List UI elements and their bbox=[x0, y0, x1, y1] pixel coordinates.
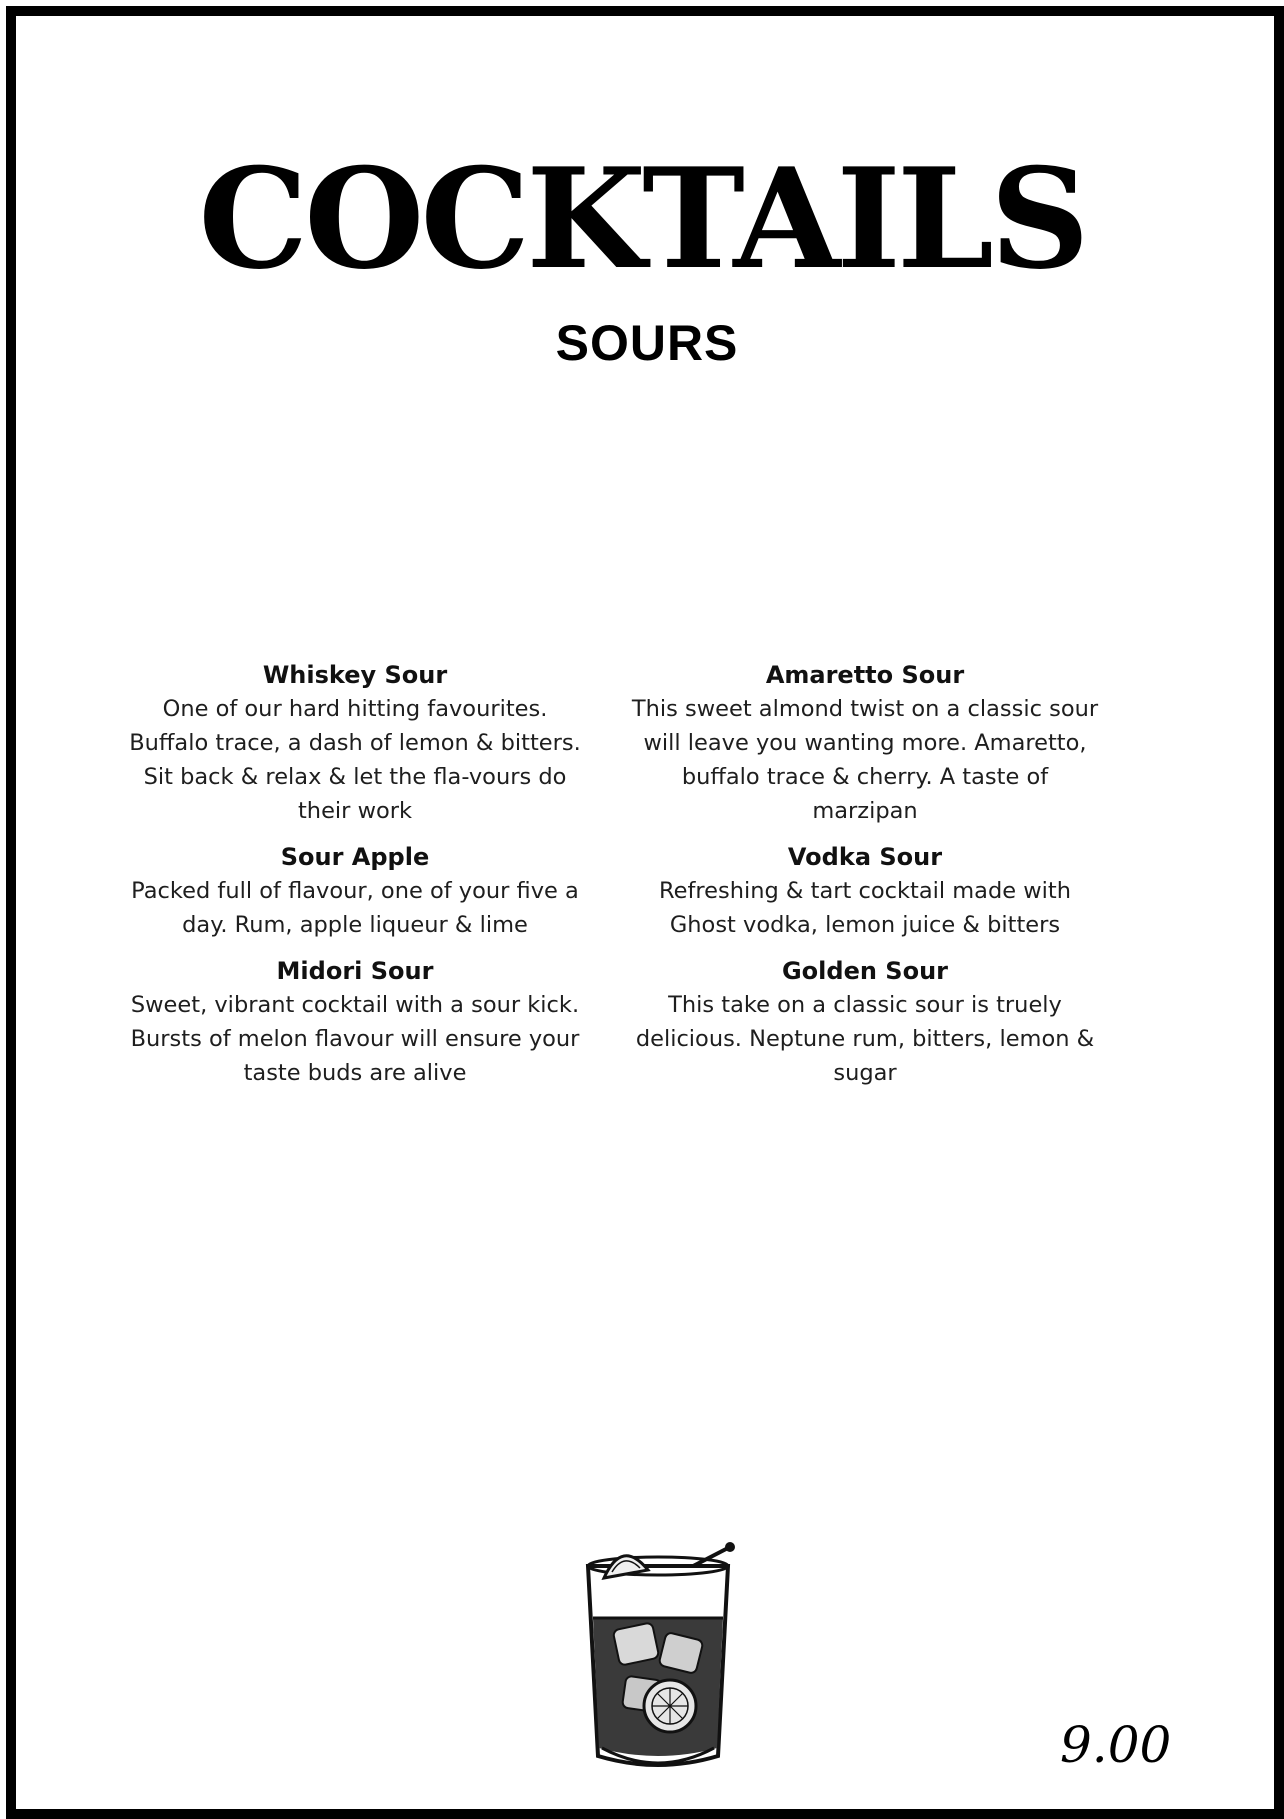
drink-description: This sweet almond twist on a classic sour will leave you wanting more. Amaretto, buffalo trace & cherry. A taste of marzipan bbox=[631, 696, 1099, 824]
drink-item-amaretto-sour bbox=[630, 658, 1100, 828]
cocktail-glass-icon bbox=[552, 1538, 764, 1778]
left-column bbox=[120, 658, 590, 1102]
drink-name: Sour Apple bbox=[280, 843, 430, 871]
drink-description: Refreshing & tart cocktail made with Ghost vodka, lemon juice & bitters bbox=[659, 878, 1071, 938]
drink-description: Sweet, vibrant cocktail with a sour kick. Bursts of melon flavour will ensure your taste buds are alive bbox=[130, 992, 580, 1086]
drink-item-vodka-sour bbox=[630, 840, 1100, 942]
drink-name: Whiskey Sour bbox=[262, 661, 448, 689]
drink-name: Golden Sour bbox=[781, 957, 948, 985]
drink-item-midori-sour bbox=[120, 954, 590, 1090]
menu-subtitle: SOURS bbox=[555, 315, 739, 371]
menu-title: COCKTAILS bbox=[198, 137, 1086, 300]
price: 9.00 bbox=[1060, 1716, 1172, 1774]
drink-item-sour-apple bbox=[120, 840, 590, 942]
drink-name: Vodka Sour bbox=[787, 843, 943, 871]
drink-description: One of our hard hitting favourites. Buffalo trace, a dash of lemon & bitters. Sit back & relax & let the fla-vours do their work bbox=[129, 696, 581, 824]
drink-name: Midori Sour bbox=[276, 957, 434, 985]
drink-item-whiskey-sour bbox=[120, 658, 590, 828]
right-column bbox=[630, 658, 1100, 1102]
drink-item-golden-sour bbox=[630, 954, 1100, 1090]
drink-description: This take on a classic sour is truely delicious. Neptune rum, bitters, lemon & sugar bbox=[635, 992, 1095, 1086]
drink-name: Amaretto Sour bbox=[765, 661, 965, 689]
drink-description: Packed full of flavour, one of your five a day. Rum, apple liqueur & lime bbox=[131, 878, 579, 938]
